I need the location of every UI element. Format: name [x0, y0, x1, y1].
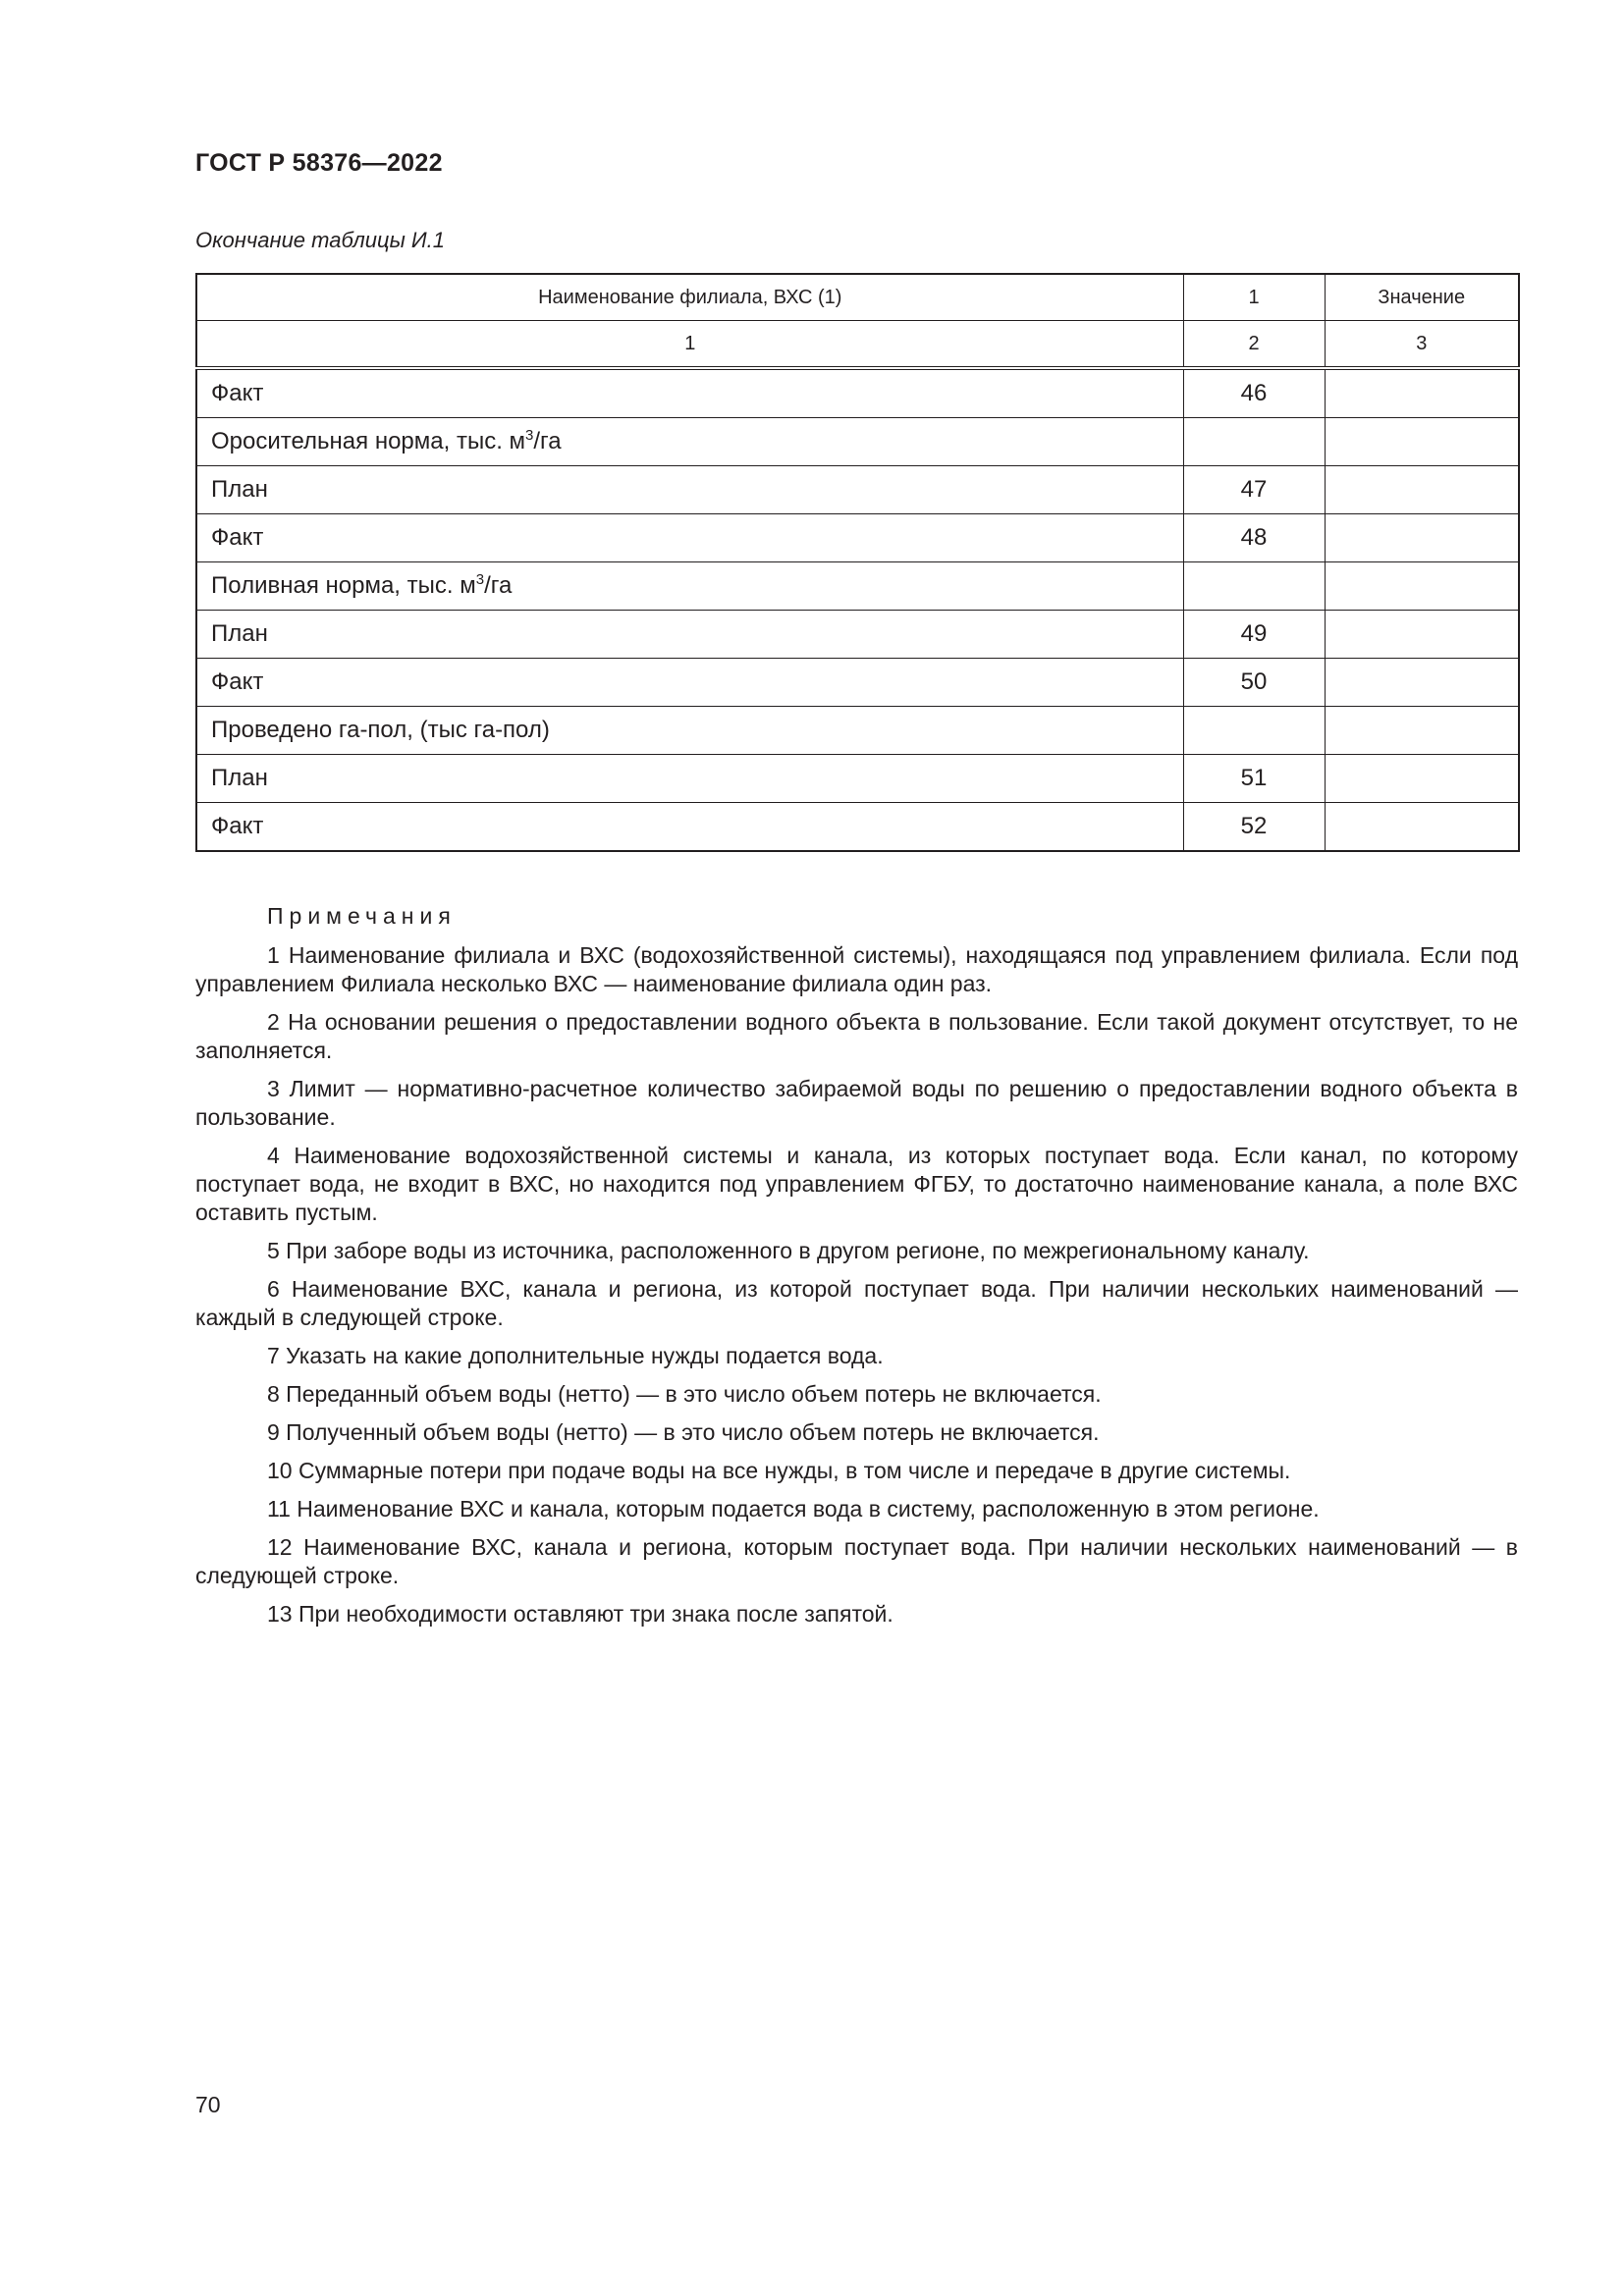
- note-item: 4 Наименование водохозяйственной системы и канала, из которых поступает вода. Если канал, по которому поступает вода, не входит в ВХС, но находится под управлением ФГБУ, то достаточно наименование канала, а поле ВХС оставить пустым.: [195, 1143, 1518, 1225]
- column-number-1: 1: [196, 321, 1183, 369]
- row-label: [196, 418, 1183, 466]
- table-row: [196, 368, 1519, 418]
- row-label-text: План: [211, 476, 268, 503]
- notes-heading: Примечания: [267, 903, 457, 929]
- row-label-suffix: /га: [484, 572, 513, 599]
- notes-list: [195, 941, 1518, 1629]
- row-code: 49: [1183, 611, 1325, 659]
- row-code: [1183, 418, 1325, 466]
- table-row: [196, 418, 1519, 466]
- table-row: [196, 803, 1519, 852]
- row-value: [1325, 707, 1519, 755]
- note-item: 1 Наименование филиала и ВХС (водохозяйственной системы), находящаяся под управлением филиала. Если под управлением Филиала несколько ВХС — наименование филиала один раз.: [195, 942, 1518, 996]
- table-body: [196, 368, 1519, 851]
- table-row: [196, 707, 1519, 755]
- table-row: [196, 659, 1519, 707]
- row-label-text: План: [211, 765, 268, 791]
- note-item: 3 Лимит — нормативно-расчетное количество забираемой воды по решению о предоставлении водного объекта в пользование.: [195, 1076, 1518, 1130]
- row-label: [196, 368, 1183, 418]
- note-item: 10 Суммарные потери при подаче воды на все нужды, в том числе и передаче в другие системы.: [267, 1458, 1291, 1483]
- row-code: 51: [1183, 755, 1325, 803]
- row-value: [1325, 562, 1519, 611]
- table-header: [196, 274, 1519, 368]
- table-row: [196, 755, 1519, 803]
- row-value: [1325, 755, 1519, 803]
- row-value: [1325, 803, 1519, 852]
- row-label-suffix: /га: [533, 428, 562, 454]
- note-item: 7 Указать на какие дополнительные нужды подается вода.: [267, 1343, 884, 1368]
- row-label: [196, 562, 1183, 611]
- row-label-text: Факт: [211, 813, 264, 839]
- notes-section: [195, 903, 1518, 1638]
- row-label-text: Факт: [211, 380, 264, 406]
- note-item: 13 При необходимости оставляют три знака после запятой.: [267, 1601, 893, 1627]
- row-label: [196, 803, 1183, 852]
- note-item: 8 Переданный объем воды (нетто) — в это число объем потерь не включается.: [267, 1381, 1102, 1407]
- row-value: [1325, 466, 1519, 514]
- row-label: [196, 659, 1183, 707]
- header-row: [196, 274, 1519, 321]
- row-label: [196, 466, 1183, 514]
- row-value: [1325, 368, 1519, 418]
- row-label-text: Факт: [211, 668, 264, 695]
- row-value: [1325, 418, 1519, 466]
- row-label: [196, 755, 1183, 803]
- row-label-text: Проведено га-пол, (тыс га-пол): [211, 717, 550, 743]
- table-caption: Окончание таблицы И.1: [195, 228, 445, 252]
- table-row: [196, 562, 1519, 611]
- row-value: [1325, 659, 1519, 707]
- row-value: [1325, 611, 1519, 659]
- table-row: [196, 466, 1519, 514]
- row-code: 47: [1183, 466, 1325, 514]
- row-label: [196, 707, 1183, 755]
- row-code: 50: [1183, 659, 1325, 707]
- table-row: [196, 514, 1519, 562]
- row-label-superscript: 3: [475, 571, 485, 588]
- note-item: 12 Наименование ВХС, канала и региона, которым поступает вода. При наличии нескольких наименований — в следующей строке.: [195, 1534, 1518, 1588]
- page-number: 70: [195, 2092, 221, 2117]
- row-label-text: Факт: [211, 524, 264, 551]
- row-label-text: Поливная норма, тыс. м: [211, 572, 476, 599]
- row-code: [1183, 707, 1325, 755]
- data-table: [195, 273, 1520, 852]
- column-number-row: [196, 321, 1519, 369]
- note-item: 9 Полученный объем воды (нетто) — в это число объем потерь не включается.: [267, 1419, 1100, 1445]
- header-cell-value: Значение: [1325, 274, 1519, 321]
- note-item: 2 На основании решения о предоставлении водного объекта в пользование. Если такой документ отсутствует, то не заполняется.: [195, 1009, 1518, 1063]
- header-cell-code: 1: [1183, 274, 1325, 321]
- row-label-text: Оросительная норма, тыс. м: [211, 428, 526, 454]
- column-number-2: 2: [1183, 321, 1325, 369]
- table-row: [196, 611, 1519, 659]
- row-code: 48: [1183, 514, 1325, 562]
- note-item: 11 Наименование ВХС и канала, которым подается вода в систему, расположенную в этом регионе.: [267, 1496, 1320, 1522]
- header-cell-name: Наименование филиала, ВХС (1): [196, 274, 1183, 321]
- row-code: 52: [1183, 803, 1325, 852]
- row-code: 46: [1183, 368, 1325, 418]
- row-label: [196, 514, 1183, 562]
- row-label-superscript: 3: [525, 427, 534, 444]
- document-title: ГОСТ Р 58376—2022: [195, 149, 443, 177]
- row-label-text: План: [211, 620, 268, 647]
- row-code: [1183, 562, 1325, 611]
- row-label: [196, 611, 1183, 659]
- row-value: [1325, 514, 1519, 562]
- note-item: 6 Наименование ВХС, канала и региона, из которой поступает вода. При наличии нескольких наименований — каждый в следующей строке.: [195, 1276, 1518, 1330]
- note-item: 5 При заборе воды из источника, расположенного в другом регионе, по межрегиональному каналу.: [267, 1238, 1310, 1263]
- column-number-3: 3: [1325, 321, 1519, 369]
